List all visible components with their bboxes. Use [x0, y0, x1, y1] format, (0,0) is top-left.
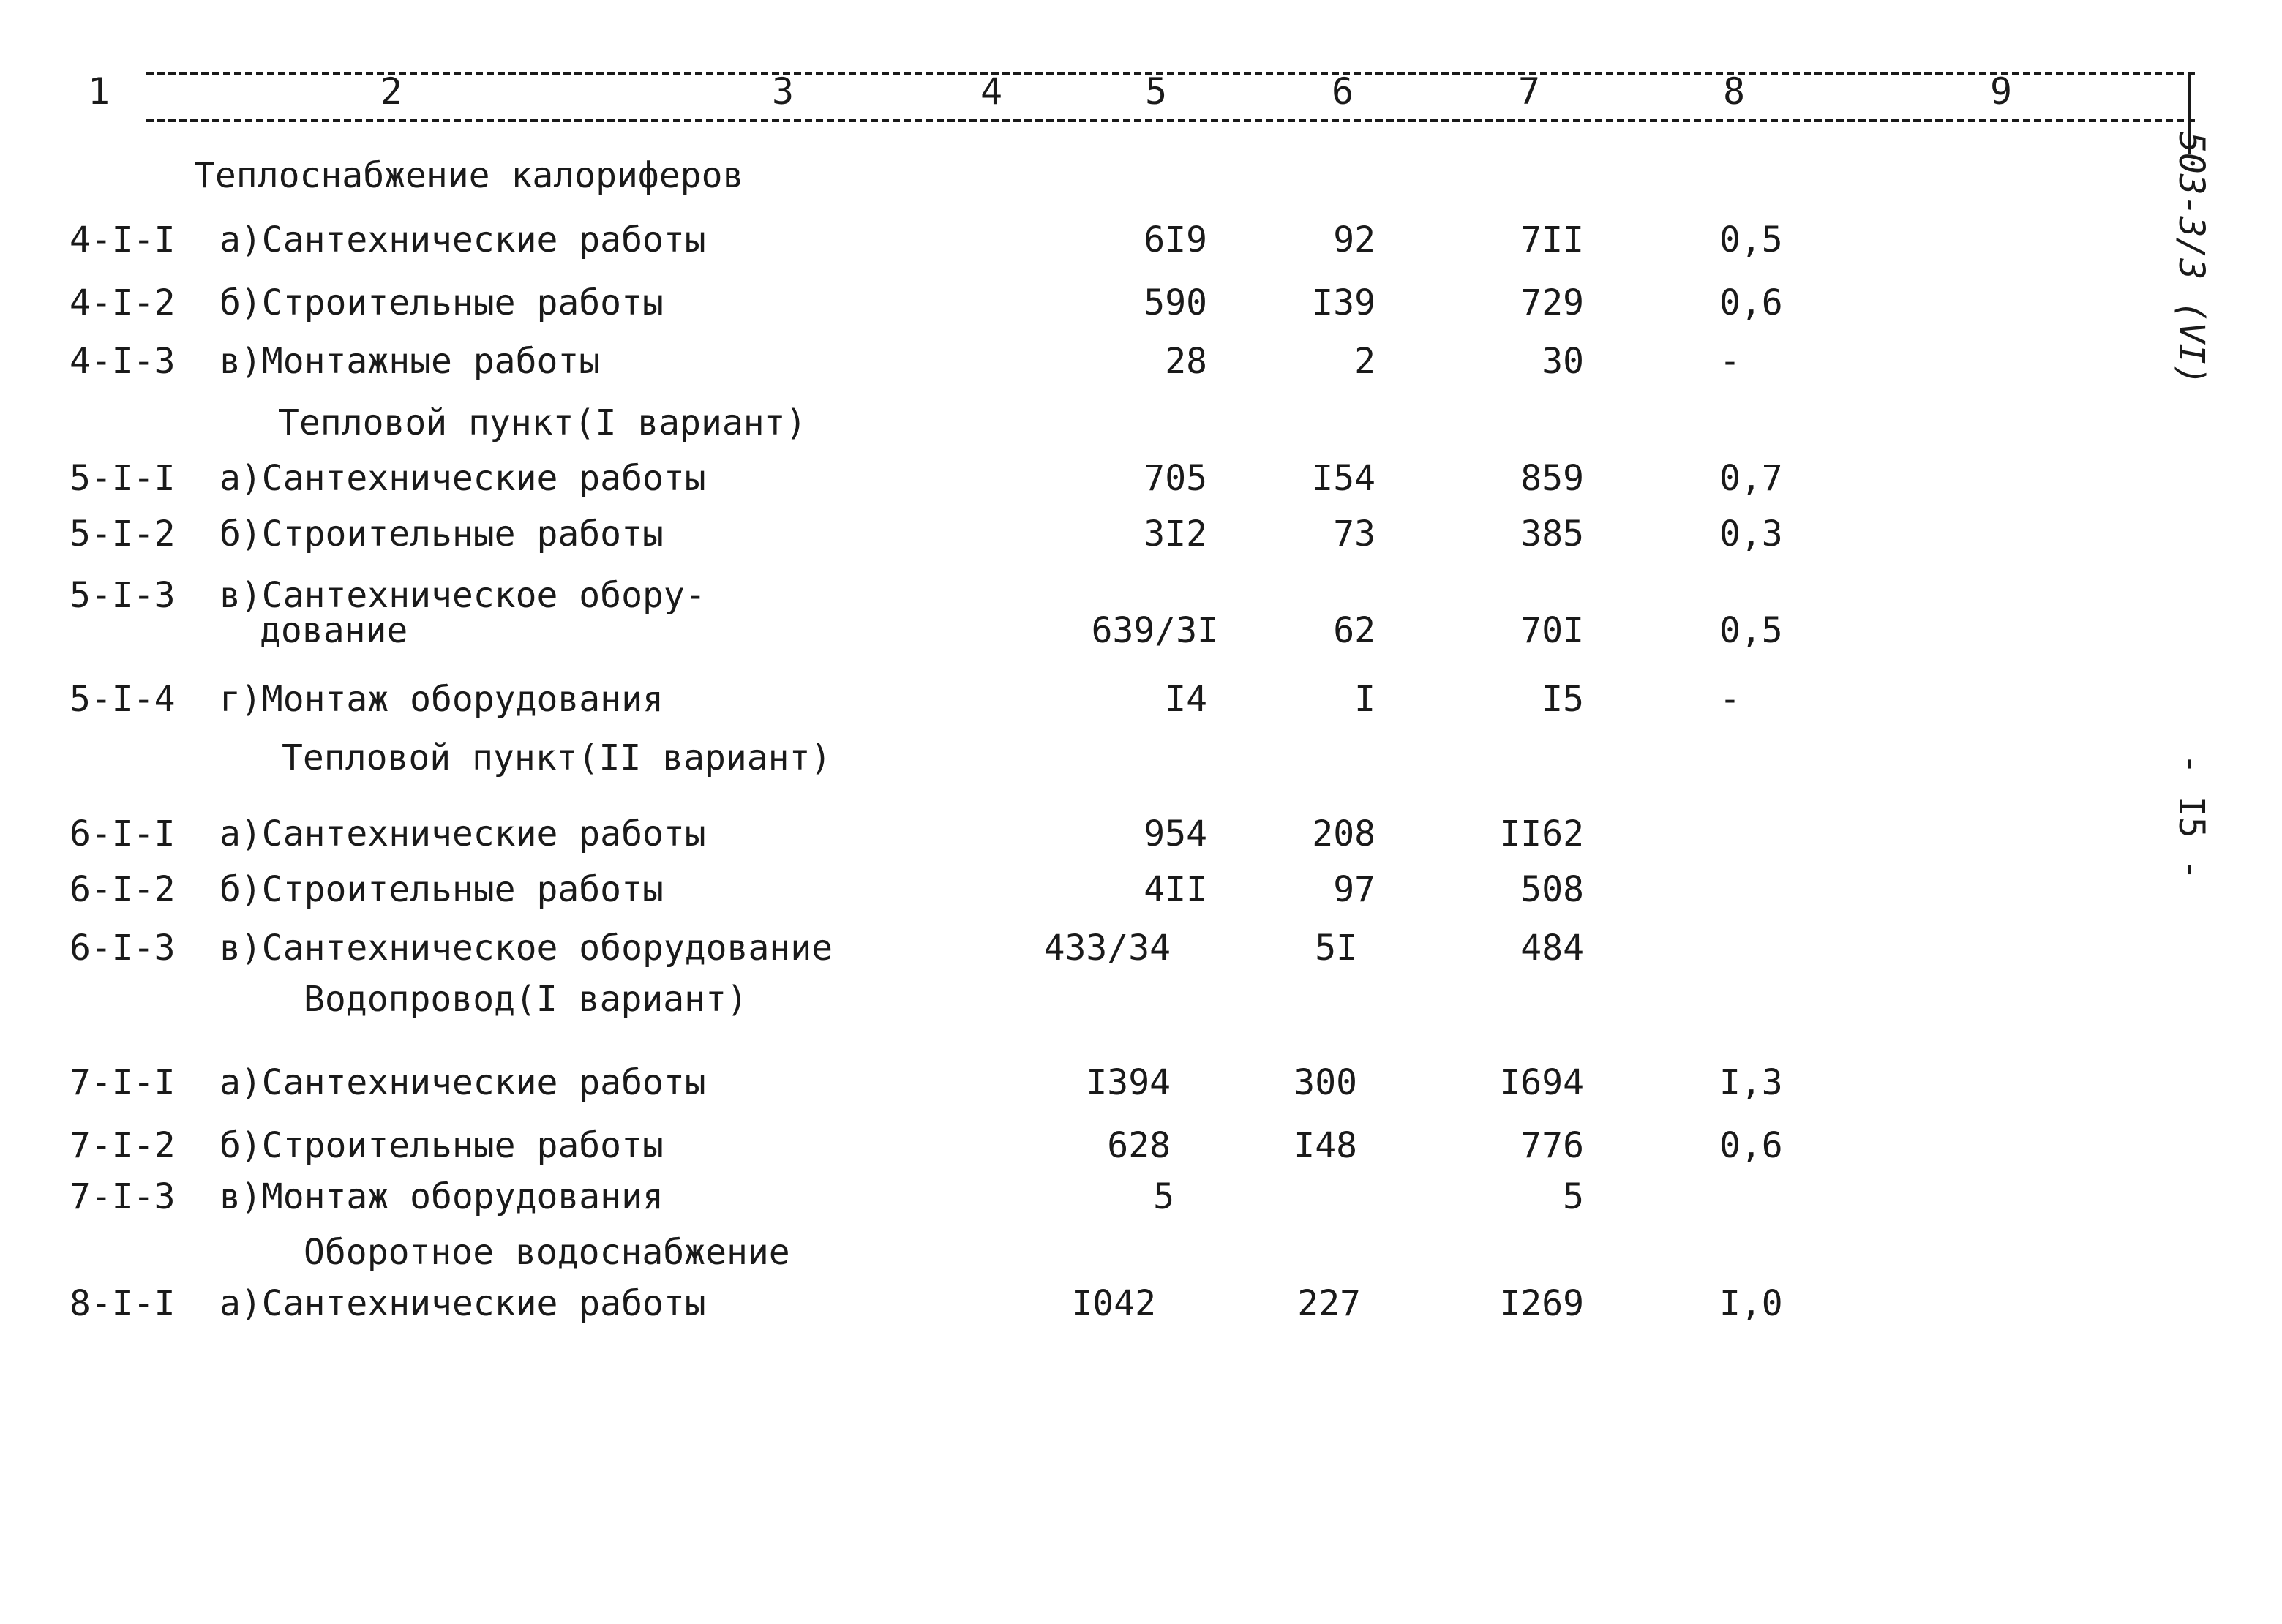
row-code: 4-I-3 — [70, 341, 176, 382]
col5-value: I4 — [1165, 679, 1207, 720]
row-code: 5-I-3 — [70, 575, 176, 616]
col7-value: 859 — [1520, 458, 1584, 499]
col7-value: 5 — [1563, 1176, 1584, 1217]
section-title: Тепловой пункт(II вариант) — [282, 737, 832, 778]
col6-value: I — [1354, 679, 1375, 720]
table-row — [0, 456, 2122, 508]
col8-value: 0,7 — [1719, 458, 1783, 499]
header-bottom-rule — [146, 119, 2195, 122]
table-row — [0, 812, 2122, 863]
col7-value: I694 — [1499, 1062, 1584, 1103]
section-title: Оборотное водоснабжение — [304, 1232, 790, 1273]
header-top-rule — [146, 72, 2195, 75]
column-number-4: 4 — [980, 70, 1003, 113]
col6-value: 62 — [1333, 610, 1375, 651]
col5-value: 954 — [1144, 813, 1207, 854]
col8-value: I,3 — [1719, 1062, 1783, 1103]
col7-value: 484 — [1520, 928, 1584, 969]
col6-value: 227 — [1297, 1283, 1361, 1324]
col7-value: II62 — [1499, 813, 1584, 854]
row-label: б)Строительные работы — [219, 1125, 664, 1166]
col5-value: 5 — [1153, 1176, 1174, 1217]
row-code: 5-I-I — [70, 458, 176, 499]
column-number-7: 7 — [1517, 70, 1541, 113]
col7-value: 508 — [1520, 869, 1584, 910]
col6-value: 2 — [1354, 341, 1375, 382]
row-label: а)Сантехнические работы — [219, 813, 706, 854]
col6-value: 208 — [1312, 813, 1375, 854]
col7-value: 70I — [1520, 610, 1584, 651]
table-row — [0, 512, 2122, 563]
col7-value: I269 — [1499, 1283, 1584, 1324]
col8-value: 0,6 — [1719, 282, 1783, 323]
col8-value: 0,3 — [1719, 514, 1783, 555]
col6-value: 300 — [1294, 1062, 1357, 1103]
row-label: а)Сантехнические работы — [219, 1062, 706, 1103]
document-code: 503-3/3 (VI) — [2171, 132, 2212, 386]
col8-value: I,0 — [1719, 1283, 1783, 1324]
row-label: б)Строительные работы — [219, 869, 664, 910]
col5-value: 433/34 — [1043, 928, 1171, 969]
row-label: б)Строительные работы — [219, 282, 664, 323]
section-title: Водопровод(I вариант) — [304, 979, 748, 1020]
table-row — [0, 677, 2122, 729]
row-label: а)Сантехнические работы — [219, 458, 706, 499]
col6-value: 5I — [1315, 928, 1357, 969]
section-title: Тепловой пункт(I вариант) — [278, 402, 807, 443]
row-code: 4-I-2 — [70, 282, 176, 323]
section-title: Теплоснабжение калориферов — [194, 155, 744, 196]
col6-value: 97 — [1333, 869, 1375, 910]
row-label: а)Сантехнические работы — [219, 1283, 706, 1324]
col6-value: I48 — [1294, 1125, 1357, 1166]
col7-value: 385 — [1520, 514, 1584, 555]
col6-value: I39 — [1312, 282, 1375, 323]
col5-value: I042 — [1071, 1283, 1156, 1324]
row-label: б)Строительные работы — [219, 514, 664, 555]
column-number-6: 6 — [1331, 70, 1354, 113]
col5-value: 705 — [1144, 458, 1207, 499]
table-row — [0, 868, 2122, 919]
col7-value: 729 — [1520, 282, 1584, 323]
col6-value: 73 — [1333, 514, 1375, 555]
col7-value: 776 — [1520, 1125, 1584, 1166]
col8-value: - — [1719, 679, 1741, 720]
col5-value: 639/3I — [1091, 610, 1218, 651]
table-row — [0, 1175, 2122, 1226]
col6-value: 92 — [1333, 219, 1375, 260]
table-row — [0, 1124, 2122, 1175]
col5-value: 628 — [1107, 1125, 1171, 1166]
col7-value: 30 — [1542, 341, 1584, 382]
table-row — [0, 1061, 2122, 1112]
table-row — [0, 281, 2122, 332]
table-row — [0, 339, 2122, 391]
row-code: 5-I-2 — [70, 514, 176, 555]
row-label: в)Сантехническое обору- — [219, 575, 706, 616]
col5-value: 590 — [1144, 282, 1207, 323]
column-number-1: 1 — [87, 70, 110, 113]
row-code: 5-I-4 — [70, 679, 176, 720]
column-number-5: 5 — [1144, 70, 1168, 113]
row-label: а)Сантехнические работы — [219, 219, 706, 260]
col5-value: 4II — [1144, 869, 1207, 910]
col8-value: 0,5 — [1719, 610, 1783, 651]
row-label: в)Монтаж оборудования — [219, 1176, 664, 1217]
row-label: г)Монтаж оборудования — [219, 679, 664, 720]
row-label: в)Сантехническое оборудование — [219, 928, 833, 969]
col7-value: 7II — [1520, 219, 1584, 260]
row-code: 6-I-I — [70, 813, 176, 854]
column-number-9: 9 — [1989, 70, 2013, 113]
column-number-2: 2 — [380, 70, 403, 113]
col5-value: I394 — [1086, 1062, 1171, 1103]
col8-value: - — [1719, 341, 1741, 382]
row-code: 7-I-I — [70, 1062, 176, 1103]
col8-value: 0,5 — [1719, 219, 1783, 260]
table-row — [0, 574, 2122, 669]
col5-value: 28 — [1165, 341, 1207, 382]
page-number: - I5 - — [2171, 753, 2212, 881]
col7-value: I5 — [1542, 679, 1584, 720]
table-row — [0, 926, 2122, 977]
row-label: в)Монтажные работы — [219, 341, 601, 382]
col6-value: I54 — [1312, 458, 1375, 499]
row-code: 7-I-2 — [70, 1125, 176, 1166]
row-code: 7-I-3 — [70, 1176, 176, 1217]
column-number-8: 8 — [1722, 70, 1746, 113]
row-code: 6-I-3 — [70, 928, 176, 969]
row-code: 6-I-2 — [70, 869, 176, 910]
column-number-3: 3 — [771, 70, 795, 113]
col5-value: 3I2 — [1144, 514, 1207, 555]
row-code: 8-I-I — [70, 1283, 176, 1324]
col5-value: 6I9 — [1144, 219, 1207, 260]
row-code: 4-I-I — [70, 219, 176, 260]
table-row — [0, 218, 2122, 269]
col8-value: 0,6 — [1719, 1125, 1783, 1166]
table-row — [0, 1282, 2122, 1333]
row-label-continuation: дование — [260, 610, 408, 651]
